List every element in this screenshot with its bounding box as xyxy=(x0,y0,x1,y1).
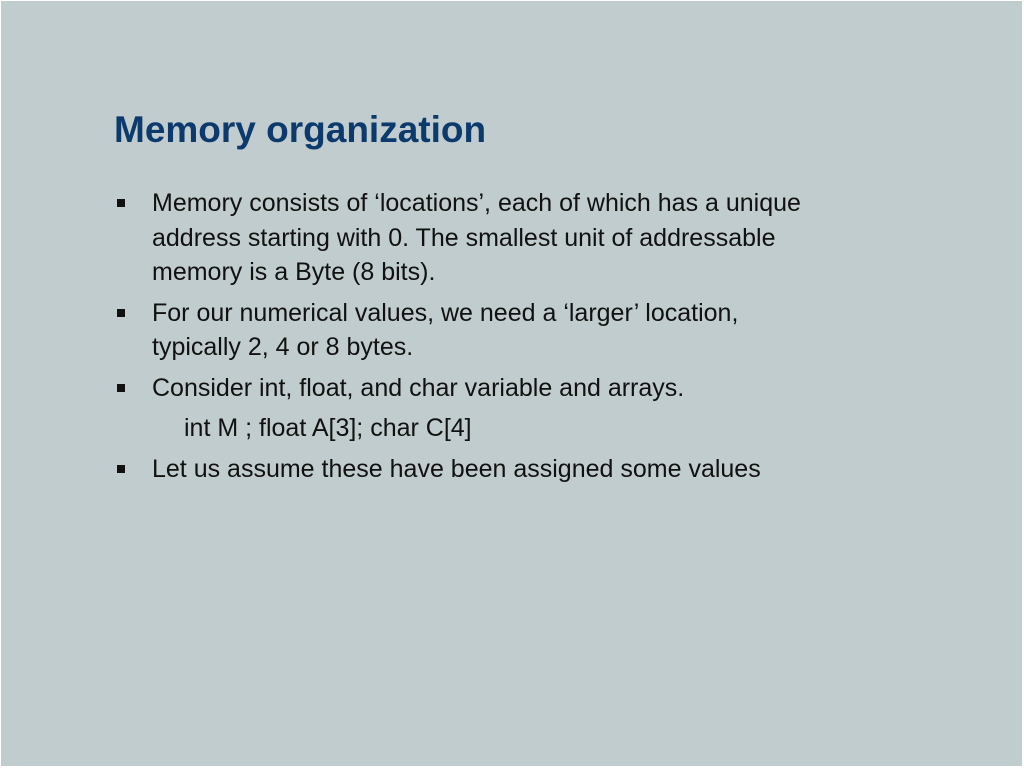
slide-title: Memory organization xyxy=(114,109,487,150)
bullet-list xyxy=(114,186,914,486)
square-bullet-icon xyxy=(117,384,125,392)
bullet-text-line: memory is a Byte (8 bits). xyxy=(152,258,436,286)
slide xyxy=(1,1,1022,766)
square-bullet-icon xyxy=(117,199,125,207)
bullet-text-line: Consider int, float, and char variable and arrays. xyxy=(152,373,685,402)
code-example-line: int M ; float A[3]; char C[4] xyxy=(184,414,472,442)
bullet-item xyxy=(114,452,914,487)
bullet-item xyxy=(114,371,914,406)
square-bullet-icon xyxy=(117,465,125,473)
bullet-text-line: Memory consists of ‘locations’, each of which has a unique xyxy=(152,189,801,217)
bullet-text-line: typically 2, 4 or 8 bytes. xyxy=(152,333,414,361)
bullet-text-line: Let us assume these have been assigned some values xyxy=(152,454,761,483)
square-bullet-icon xyxy=(117,309,125,317)
bullet-text-line: For our numerical values, we need a ‘larger’ location, xyxy=(152,298,739,327)
bullet-item xyxy=(114,296,914,365)
bullet-item xyxy=(114,186,914,290)
bullet-text-line: address starting with 0. The smallest unit of addressable xyxy=(152,223,776,252)
